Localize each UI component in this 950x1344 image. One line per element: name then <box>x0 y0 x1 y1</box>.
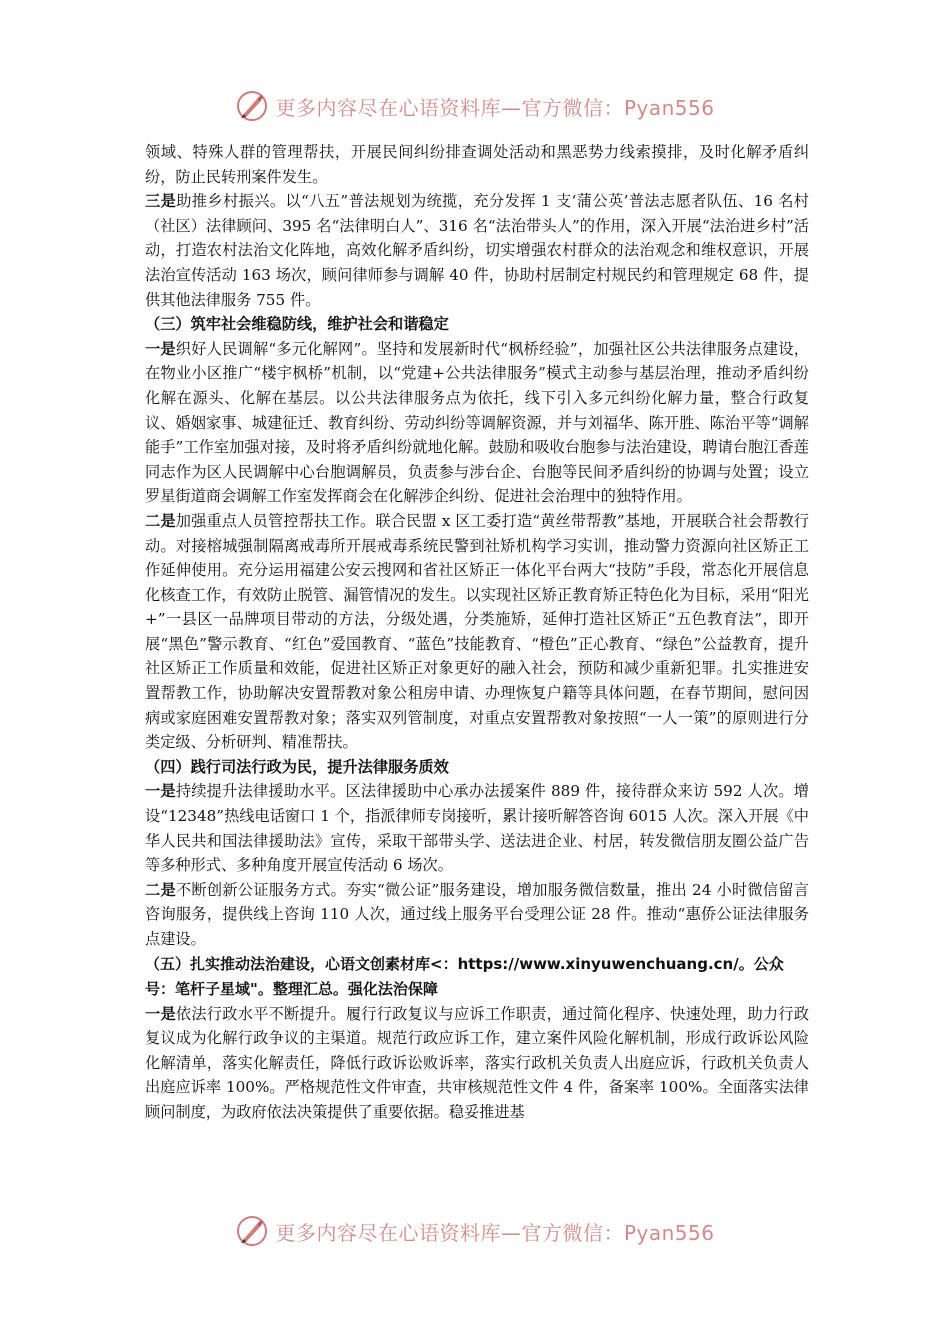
watermark-text: 更多内容尽在心语资料库—官方微信：Pyan556 <box>275 1220 715 1245</box>
paragraph-lead: 三是 <box>145 192 177 211</box>
paragraph: 一是持续提升法律援助水平。区法律援助中心承办法援案件 889 件，接待群众来访 592 人次。增设“12348”热线电话窗口 1 个，指派律师专岗接听，累计接听解答咨询 6015 人次。深入开展《中华人民共和国法律援助法》宣传，采取干部带头学、送法进企业、村居，转发微信朋友圈公益广告等多种形式、多种角度开展宣传活动 6 场次。 <box>145 782 809 875</box>
section-heading: （三）筑牢社会维稳防线，维护社会和谐稳定 <box>145 315 449 334</box>
paragraph-lead: 一是 <box>145 339 176 358</box>
watermark-text: 更多内容尽在心语资料库—官方微信：Pyan556 <box>275 95 715 120</box>
paragraph: 二是加强重点人员管控帮扶工作。联合民盟 x 区工委打造“黄丝带帮教”基地，开展联合社会帮教行动。对接榕城强制隔离戒毒所开展戒毒系统民警到社矫机构学习实训，推动警力资源向社区矫正工作延伸使用。充分运用福建公安云搜网和省社区矫正一体化平台两大“技防”手段，常态化开展信息化核查工作，有效防止脱管、漏管情况的发生。以实现社区矫正教育矫正特色化为目标，采用“阳光+”一县区一品牌项目带动的方法，分级处遇，分类施矫，延伸打造社区矫正“五色教育法”，即开展“黑色”警示教育、“红色”爱国教育、“蓝色”技能教育、“橙色”正心教育、“绿色”公益教育，提升社区矫正工作质量和效能，促进社区矫正对象更好的融入社会，预防和减少重新犯罪。扎实推进安置帮教工作，协助解决安置帮教对象公租房申请、办理恢复户籍等具体问题，在春节期间，慰问因病或家庭困难安置帮教对象；落实双列管制度，对重点安置帮教对象按照“一人一策”的原则进行分类定级、分析研判、精准帮扶。 <box>145 511 809 752</box>
watermark-footer <box>0 1211 950 1251</box>
paragraph-lead: 一是 <box>145 782 176 801</box>
paragraph: 一是织好人民调解“多元化解网”。坚持和发展新时代“枫桥经验”，加强社区公共法律服务点建设，在物业小区推广“楼宇枫桥”机制，以“党建+公共法律服务”模式主动参与基层治理，推动矛盾纠纷化解在源头、化解在基层。以公共法律服务点为依托，线下引入多元纠纷化解力量，整合行政复议、婚姻家事、城建征迁、教育纠纷、劳动纠纷等调解资源，并与刘福华、陈开胜、陈治平等“调解能手”工作室加强对接，及时将矛盾纠纷就地化解。鼓励和吸收台胞参与法治建设，聘请台胞江香莲同志作为区人民调解中心台胞调解员，负责参与涉台企、台胞等民间矛盾纠纷的协调与处置；设立罗星街道商会调解工作室发挥商会在化解涉企纠纷、促进社会治理中的独特作用。 <box>145 339 809 506</box>
paragraph-lead: 二是 <box>145 511 176 530</box>
section-heading: （五）扎实推动法治建设，心语文创素材库<：https://www.xinyuwenchuang.cn/。公众号：笔杆子星域"。整理汇总。强化法治保障 <box>145 954 784 998</box>
paragraph: 一是依法行政水平不断提升。履行行政复议与应诉工作职责，通过简化程序、快速处理，助力行政复议成为化解行政争议的主渠道。规范行政应诉工作，建立案件风险化解机制，形成行政诉讼风险化解清单，落实化解责任，降低行政诉讼败诉率，落实行政机关负责人出庭应诉，行政机关负责人出庭应诉率 100%。严格规范性文件审查，共审核规范性文件 4 件，备案率 100%。全面落实法律顾问制度，为政府依法决策提供了重要依据。稳妥推进基 <box>145 1004 810 1121</box>
paragraph-lead: 二是 <box>145 880 176 899</box>
pen-logo-icon <box>235 1214 269 1248</box>
section-heading: （四）践行司法行政为民，提升法律服务质效 <box>145 757 449 776</box>
paragraph: 领域、特殊人群的管理帮扶，开展民间纠纷排查调处活动和黑恶势力线索摸排，及时化解矛盾纠纷，防止民转刑案件发生。 <box>145 143 809 186</box>
pen-logo-icon <box>235 89 269 123</box>
watermark-header <box>0 86 950 126</box>
paragraph: 三是助推乡村振兴。以“八五”普法规划为统揽，充分发挥 1 支‘蒲公英’普法志愿者队伍、16 名村（社区）法律顾问、395 名“法律明白人”、316 名“法治带头人”的作用，深入开展“法治进乡村”活动，打造农村法治文化阵地，高效化解矛盾纠纷，切实增强农村群众的法治观念和维权意识，开展法治宣传活动 163 场次，顾问律师参与调解 40 件，协助村居制定村规民约和管理规定 68 件，提供其他法律服务 755 件。 <box>145 192 809 309</box>
paragraph-lead: 一是 <box>145 1004 176 1023</box>
paragraph: 二是不断创新公证服务方式。夯实“微公证”服务建设，增加服务微信数量，推出 24 小时微信留言咨询服务，提供线上咨询 110 人次，通过线上服务平台受理公证 28 件。推动“惠侨公证法律服务点建设。 <box>145 880 809 948</box>
document-body <box>145 140 809 1125</box>
